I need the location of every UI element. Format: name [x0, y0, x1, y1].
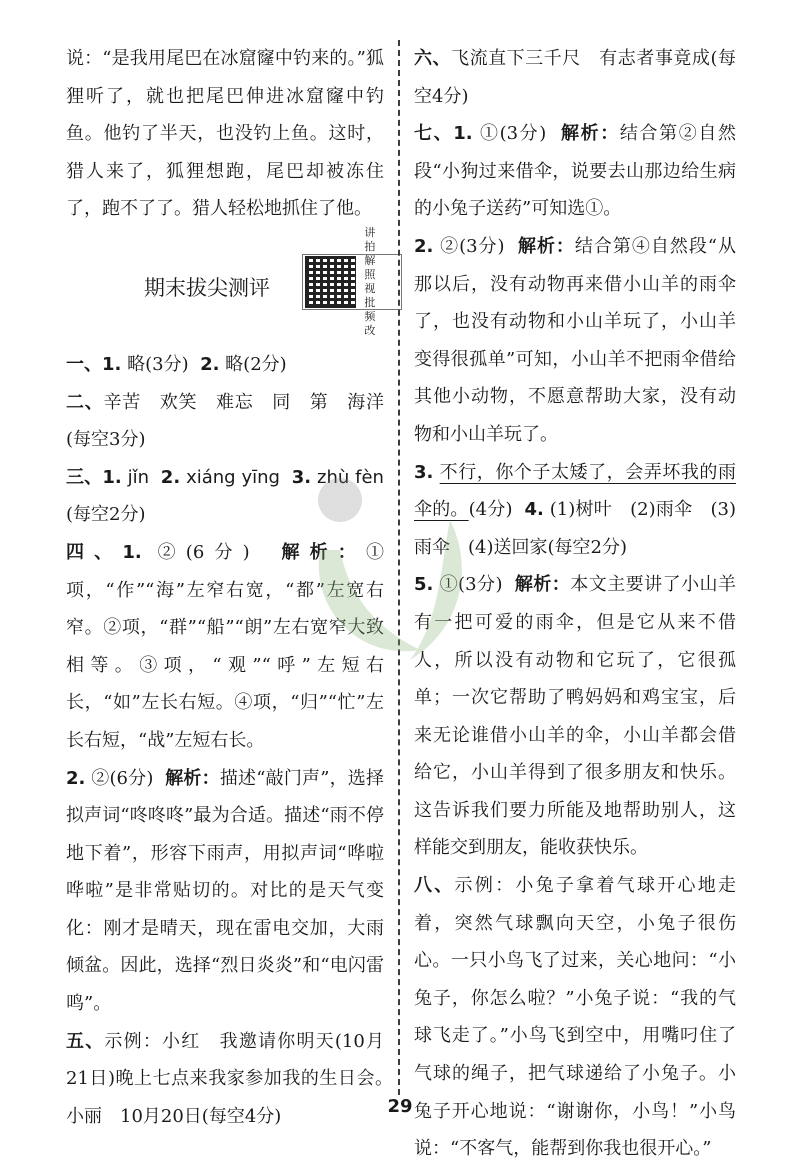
column-divider — [398, 40, 400, 1095]
answer-section-6: 六、飞流直下三千尺 有志者事竟成(每空4分) — [414, 48, 736, 107]
qr-caption: 讲 拍 解 照 视 批 频 改 — [364, 225, 376, 337]
answer-section-7-3: 3. 不行，你个子太矮了，会弄坏我的雨伞的。(4分) 4. (1)树叶 (2)雨伞 (3)雨伞 (4)送回家(每空2分) — [414, 461, 736, 558]
page-title: 期末拔尖测评 — [144, 275, 270, 300]
answer-section-3: 三、1. jǐn 2. xiáng yīng 3. zhù fèn (每空2分) — [66, 466, 384, 526]
answer-section-7-5: 5. ①(3分) 解析：本文主要讲了小山羊有一把可爱的雨伞，但是它从来不借人，所以没有动物和它玩了，它很孤单；一次它帮助了鸭妈妈和鸡宝宝，后来无论谁借小山羊的伞，小山羊都会借给它，小山羊得到了很多朋友和快乐。这告诉我们要力所能及地帮助别人，这样能交到朋友，能收获快乐。 — [414, 574, 737, 859]
answer-section-7-2: 2. ②(3分) 解析：结合第④自然段“从那以后，没有动物再来借小山羊的雨伞了，也没有动物和小山羊玩了，小山羊变得很孤单”可知，小山羊不把雨伞借给其他小动物，不愿意帮助大家，没有动物和小山羊玩了。 — [414, 235, 736, 445]
answer-section-1: 一、1. 略(3分) 2. 略(2分) — [66, 353, 287, 375]
underlined-answer: 不行，你个子太矮了，会弄坏我的雨伞的。 — [414, 461, 736, 521]
story-ending: 说：“是我用尾巴在冰窟窿中钓来的。”狐狸听了，就也把尾巴伸进冰窟窿中钓鱼。他钓了半天，也没钓上鱼。这时，猎人来了，狐狸想跑，尾巴却被冻住了，跑不了了。猎人轻松地抓住了他。 — [66, 48, 384, 220]
section-header — [66, 225, 384, 338]
page-number: 29 — [387, 1096, 413, 1117]
answer-section-5: 五、示例：小红 我邀请你明天(10月21日)晚上七点来我家参加我的生日会。 小丽 10月20日(每空4分) — [66, 1030, 402, 1127]
qr-code-badge[interactable] — [302, 225, 402, 337]
answer-section-7-1: 七、1. ①(3分) 解析：结合第②自然段“小狗过来借伞，说要去山那边给生病的小兔子送药”可知选①。 — [414, 123, 736, 220]
answer-section-4-2: 2. ②(6分) 解析：描述“敲门声”，选择拟声词“咚咚咚”最为合适。描述“雨不停地下着”，形容下雨声，用拟声词“哗啦哗啦”是非常贴切的。对比的是天气变化：刚才是晴天，现在雷电交加，大雨倾盆。因此，选择“烈日炎炎”和“电闪雷鸣”。 — [66, 767, 384, 1015]
answer-section-4-1: 四、1. ②(6分) 解析：①项，“作”“海”左窄右宽，“都”左宽右窄。②项，“群”“船”“朗”左右宽窄大致相等。③项，“观”“呼”左短右长，“如”左长右短。④项，“归”“忙”左长右短，“战”左短右长。 — [66, 541, 384, 751]
answer-section-8: 八、示例：小兔子拿着气球开心地走着，突然气球飘向天空，小兔子很伤心。一只小鸟飞了过来，关心地问：“小兔子，你怎么啦？”小兔子说：“我的气球飞走了。”小鸟飞到空中，用嘴叼住了气球的绳子，把气球递给了小兔子。小兔子开心地说：“谢谢你，小鸟！”小鸟说：“不客气，能帮到你我也很开心。” — [414, 875, 737, 1160]
qr-code-icon[interactable] — [305, 256, 356, 308]
answer-section-2: 二、辛苦 欢笑 难忘 同 第 海洋(每空3分) — [66, 391, 384, 451]
right-column — [414, 40, 736, 1168]
